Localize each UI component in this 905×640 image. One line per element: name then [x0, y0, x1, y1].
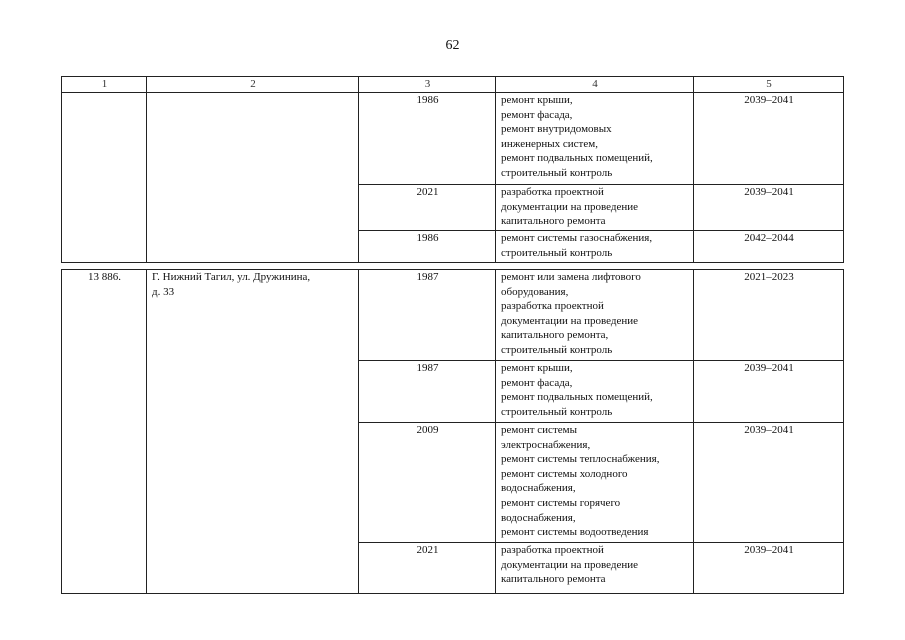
header-col-4: 4	[496, 77, 694, 93]
works-cell	[496, 270, 694, 361]
work-item: ремонт крыши,	[501, 94, 573, 106]
table-header-row	[62, 77, 844, 93]
address-cell	[147, 93, 359, 263]
work-item: ремонт системы теплоснабжения,	[501, 453, 660, 466]
header-col-2: 2	[147, 77, 359, 93]
work-item: ремонт системы газоснабжения,	[501, 232, 653, 244]
works-cell	[496, 93, 694, 185]
work-item: ремонт подвальных помещений,	[501, 391, 653, 404]
work-item: инженерных систем,	[501, 137, 598, 150]
work-item: ремонт крыши,	[501, 362, 573, 374]
work-item: капитального ремонта	[501, 573, 606, 586]
year-cell: 2021	[359, 185, 496, 231]
work-item: разработка проектной	[501, 544, 604, 556]
header-col-5: 5	[694, 77, 844, 93]
work-item: документации на проведение	[501, 200, 639, 213]
works-cell	[496, 543, 694, 594]
work-item: ремонт системы горячего	[501, 496, 621, 509]
work-item: ремонт или замена лифтового	[501, 271, 641, 283]
work-item: капитального ремонта,	[501, 329, 609, 342]
works-cell	[496, 185, 694, 231]
period-cell: 2021–2023	[694, 270, 844, 361]
period-cell: 2039–2041	[694, 361, 844, 423]
work-item: электроснабжения,	[501, 438, 591, 451]
work-item: водоснабжения,	[501, 511, 576, 524]
period-cell: 2039–2041	[694, 93, 844, 185]
year-cell: 2021	[359, 543, 496, 594]
work-item: разработка проектной	[501, 300, 604, 313]
work-item: строительный контроль	[501, 343, 613, 356]
table-entry-13886	[61, 269, 844, 594]
work-item: строительный контроль	[501, 405, 613, 418]
work-item: оборудования,	[501, 285, 569, 298]
year-cell: 1986	[359, 93, 496, 185]
work-item: ремонт подвальных помещений,	[501, 152, 653, 165]
work-item: документации на проведение	[501, 314, 639, 327]
period-cell: 2039–2041	[694, 423, 844, 543]
table-continued	[61, 76, 844, 263]
work-item: ремонт фасада,	[501, 376, 573, 389]
address-line: д. 33	[152, 285, 175, 298]
works-cell	[496, 231, 694, 263]
entry-number-cell: 13 886.	[62, 270, 147, 594]
period-cell: 2039–2041	[694, 185, 844, 231]
period-cell: 2039–2041	[694, 543, 844, 594]
works-cell	[496, 423, 694, 543]
work-item: ремонт системы водоотведения	[501, 526, 649, 539]
year-cell: 1987	[359, 270, 496, 361]
address-cell	[147, 270, 359, 594]
header-col-3: 3	[359, 77, 496, 93]
header-col-1: 1	[62, 77, 147, 93]
work-item: ремонт фасада,	[501, 108, 573, 121]
work-item: документации на проведение	[501, 558, 639, 571]
work-item: ремонт системы холодного	[501, 467, 628, 480]
work-item: водоснабжения,	[501, 482, 576, 495]
table-row	[62, 93, 844, 185]
year-cell: 1986	[359, 231, 496, 263]
work-item: ремонт системы	[501, 424, 577, 436]
year-cell: 1987	[359, 361, 496, 423]
work-item: строительный контроль	[501, 166, 613, 179]
address-line: Г. Нижний Тагил, ул. Дружинина,	[152, 271, 311, 283]
work-item: ремонт внутридомовых	[501, 123, 612, 136]
work-item: капитального ремонта	[501, 215, 606, 228]
year-cell: 2009	[359, 423, 496, 543]
period-cell: 2042–2044	[694, 231, 844, 263]
works-cell	[496, 361, 694, 423]
entry-number-cell	[62, 93, 147, 263]
table-row	[62, 270, 844, 361]
work-item: разработка проектной	[501, 186, 604, 198]
page-number: 62	[445, 38, 460, 53]
work-item: строительный контроль	[501, 246, 613, 259]
